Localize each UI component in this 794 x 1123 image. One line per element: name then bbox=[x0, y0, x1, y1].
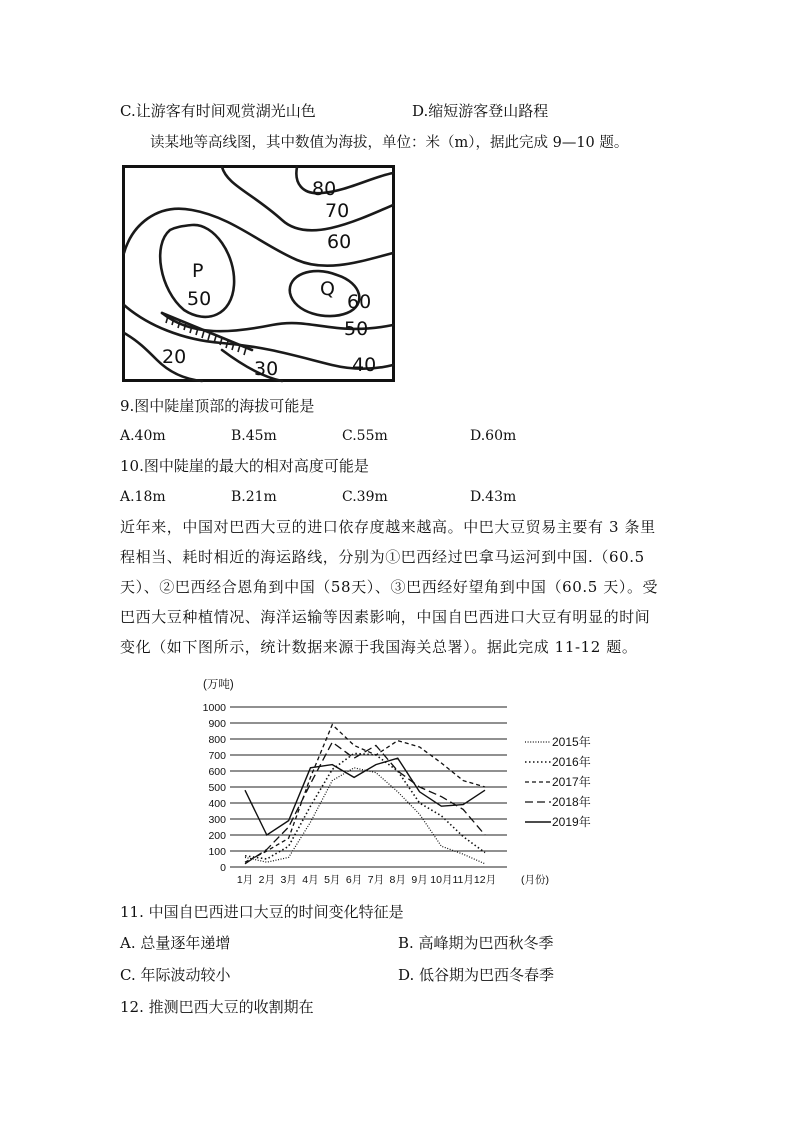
chart-grid bbox=[230, 707, 507, 867]
passage-line: 近年来，中国对巴西大豆的进口依存度越来越高。中巴大豆贸易主要有 3 条里 bbox=[120, 518, 656, 536]
legend-label: 2017年 bbox=[552, 775, 591, 789]
legend-label: 2019年 bbox=[552, 815, 591, 829]
label-p: P bbox=[192, 260, 204, 282]
option-c-q8: C.让游客有时间观赏湖光山色 bbox=[120, 102, 316, 120]
y-tick-label: 600 bbox=[208, 766, 226, 778]
y-tick-label: 800 bbox=[208, 734, 226, 746]
label-40: 40 bbox=[352, 354, 377, 376]
legend-label: 2015年 bbox=[552, 735, 591, 749]
y-tick-label: 100 bbox=[208, 846, 226, 858]
y-tick-label: 500 bbox=[208, 782, 226, 794]
y-tick-label: 0 bbox=[220, 862, 226, 874]
x-tick-label: 3月 bbox=[280, 874, 297, 886]
y-axis-label: (万吨) bbox=[203, 679, 234, 691]
x-tick-label: 6月 bbox=[345, 874, 363, 886]
label-p-50: 50 bbox=[187, 288, 212, 310]
q10-option-c: C.39m bbox=[342, 489, 388, 505]
passage-line: 变化（如下图所示，统计数据来源于我国海关总署）。据此完成 11-12 题。 bbox=[120, 638, 638, 656]
chart-axes bbox=[203, 677, 549, 886]
soybean-import-chart bbox=[195, 672, 595, 892]
label-50-right: 50 bbox=[344, 318, 369, 340]
y-tick-label: 1000 bbox=[202, 702, 226, 714]
label-30: 30 bbox=[254, 358, 279, 380]
q11-option-d: D. 低谷期为巴西冬春季 bbox=[398, 966, 555, 984]
q10-stem: 10.图中陡崖的最大的相对高度可能是 bbox=[120, 457, 369, 475]
q9-option-d: D.60m bbox=[470, 428, 517, 444]
passage-line: 天）、②巴西经合恩角到中国（58天）、③巴西经好望角到中国（60.5 天）。受 bbox=[120, 578, 659, 596]
intro-9-10: 读某地等高线图，其中数值为海拔，单位：米（m），据此完成 9—10 题。 bbox=[150, 135, 629, 151]
q11-option-b: B. 高峰期为巴西秋冬季 bbox=[398, 934, 554, 952]
q11-option-c: C. 年际波动较小 bbox=[120, 966, 231, 984]
q12-stem: 12. 推测巴西大豆的收割期在 bbox=[120, 998, 314, 1016]
q10-option-a: A.18m bbox=[120, 489, 166, 505]
legend-label: 2016年 bbox=[552, 755, 591, 769]
q11-stem: 11. 中国自巴西进口大豆的时间变化特征是 bbox=[120, 903, 404, 921]
x-tick-label: 7月 bbox=[367, 874, 385, 886]
x-tick-label: 1月 bbox=[236, 874, 254, 886]
label-q-60: 60 bbox=[347, 291, 372, 313]
passage bbox=[120, 512, 680, 662]
x-tick-label: 8月 bbox=[389, 874, 406, 886]
x-tick-label: 4月 bbox=[302, 874, 319, 886]
y-tick-label: 700 bbox=[208, 750, 226, 762]
label-20: 20 bbox=[162, 346, 187, 368]
x-tick-label: 12月 bbox=[473, 874, 497, 886]
option-d-q8: D.缩短游客登山路程 bbox=[412, 102, 549, 120]
passage-line: 程相当、耗时相近的海运路线，分别为①巴西经过巴拿马运河到中国.（60.5 bbox=[120, 548, 645, 566]
label-70: 70 bbox=[325, 200, 350, 222]
q10-option-d: D.43m bbox=[470, 489, 517, 505]
series-line-2015年 bbox=[245, 768, 485, 864]
x-tick-label: 9月 bbox=[411, 874, 428, 886]
q9-option-a: A.40m bbox=[120, 428, 166, 444]
y-tick-label: 300 bbox=[208, 814, 226, 826]
x-tick-label: 5月 bbox=[324, 874, 341, 886]
x-tick-label: 11月 bbox=[452, 874, 474, 886]
q9-option-b: B.45m bbox=[231, 428, 277, 444]
y-tick-label: 900 bbox=[208, 718, 226, 730]
y-tick-label: 200 bbox=[208, 830, 226, 842]
q9-stem: 9.图中陡崖顶部的海拔可能是 bbox=[120, 397, 315, 415]
x-tick-label: 2月 bbox=[258, 874, 275, 886]
label-q: Q bbox=[320, 278, 335, 300]
contour-map bbox=[122, 165, 396, 383]
series-line-2017年 bbox=[245, 725, 485, 863]
chart-series bbox=[245, 725, 485, 864]
q9-option-c: C.55m bbox=[342, 428, 388, 444]
q11-option-a: A. 总量逐年递增 bbox=[120, 934, 231, 952]
chart-legend bbox=[525, 734, 591, 829]
label-60-top: 60 bbox=[327, 231, 352, 253]
y-tick-label: 400 bbox=[208, 798, 226, 810]
label-80: 80 bbox=[312, 178, 337, 200]
legend-label: 2018年 bbox=[552, 795, 591, 809]
x-tick-label: 10月 bbox=[430, 874, 453, 886]
passage-line: 巴西大豆种植情况、海洋运输等因素影响，中国自巴西进口大豆有明显的时间 bbox=[120, 608, 651, 626]
x-axis-label: (月份) bbox=[521, 874, 549, 886]
q10-option-b: B.21m bbox=[231, 489, 277, 505]
